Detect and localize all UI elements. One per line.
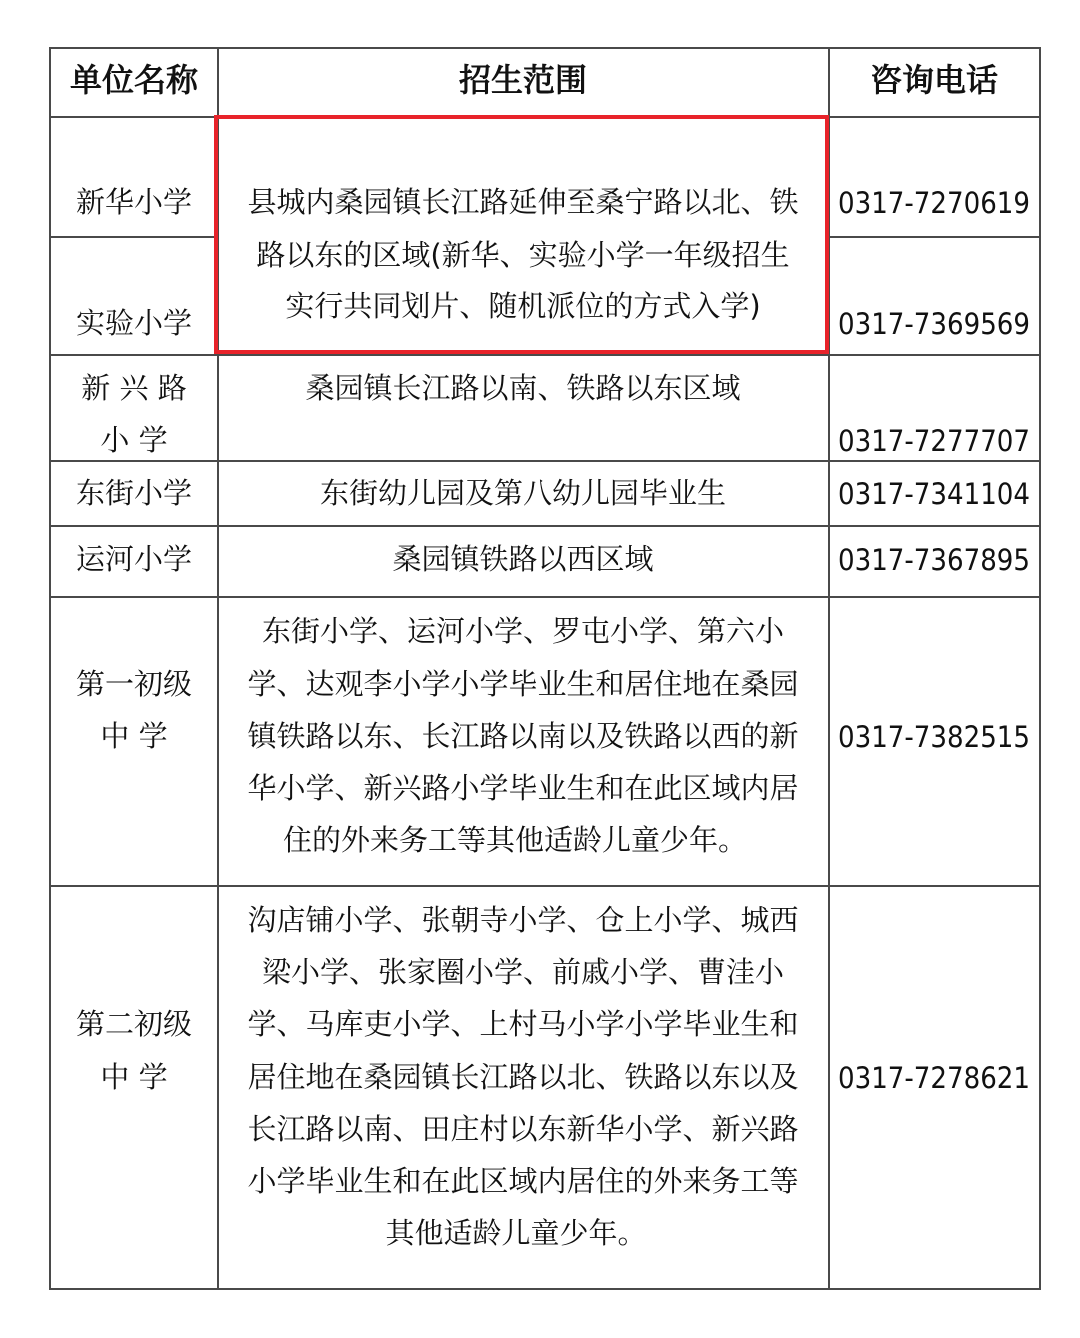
range-text-line: 桑园镇长江路以南、铁路以东区域 [305, 371, 741, 405]
phone-number: 0317-7382515 [838, 720, 1030, 754]
row-divider-3 [49, 460, 1041, 462]
table-border-bottom [49, 1288, 1041, 1290]
unit-name: 第一初级 [75, 667, 193, 701]
phone-number: 0317-7270619 [838, 186, 1030, 220]
range-text-line: 东街小学、运河小学、罗屯小学、第六小 [261, 614, 785, 648]
range-text-line: 居住地在桑园镇长江路以北、铁路以东以及 [247, 1060, 799, 1094]
range-text-line: 长江路以南、田庄村以东新华小学、新兴路 [247, 1112, 799, 1146]
unit-name: 中 学 [100, 1060, 168, 1094]
row-divider-6 [49, 885, 1041, 887]
table-border-top [49, 47, 1041, 49]
phone-number: 0317-7369569 [838, 307, 1030, 341]
unit-name: 第二初级 [75, 1007, 193, 1041]
range-text-line: 东街幼儿园及第八幼儿园毕业生 [319, 476, 727, 510]
header-unit-name: 单位名称 [69, 61, 199, 99]
range-text-line: 梁小学、张家圈小学、前戚小学、曹洼小 [261, 955, 785, 989]
row-divider-2 [49, 354, 1041, 356]
unit-name: 东街小学 [75, 476, 193, 510]
unit-name: 实验小学 [75, 306, 193, 340]
phone-number: 0317-7278621 [838, 1061, 1030, 1095]
range-text-line: 镇铁路以东、长江路以南以及铁路以西的新 [247, 719, 799, 753]
range-text-line: 学、达观李小学小学毕业生和居住地在桑园 [247, 667, 799, 701]
range-text-line: 县城内桑园镇长江路延伸至桑宁路以北、铁 [247, 185, 799, 219]
range-text-line: 小学毕业生和在此区域内居住的外来务工等 [247, 1164, 799, 1198]
phone-number: 0317-7367895 [838, 543, 1030, 577]
phone-number: 0317-7341104 [838, 477, 1030, 511]
phone-number: 0317-7277707 [838, 424, 1030, 458]
highlight-box [214, 115, 829, 354]
range-text-line: 其他适龄儿童少年。 [385, 1216, 647, 1250]
row-divider-5 [49, 596, 1041, 598]
row-divider-4 [49, 525, 1041, 527]
header-enrollment-range: 招生范围 [458, 61, 588, 99]
row-divider-split-name [49, 236, 219, 238]
table-border-left [49, 47, 51, 1290]
unit-name: 新 兴 路 [81, 371, 187, 405]
row-divider-split-phone [828, 236, 1041, 238]
header-phone: 咨询电话 [869, 61, 999, 99]
table-border-right [1039, 47, 1041, 1290]
range-text-line: 路以东的区域(新华、实验小学一年级招生 [256, 238, 790, 272]
range-text-line: 实行共同划片、随机派位的方式入学) [285, 289, 761, 323]
unit-name: 小 学 [100, 423, 168, 457]
range-text-line: 学、马库吏小学、上村马小学小学毕业生和 [247, 1007, 799, 1041]
range-text-line: 住的外来务工等其他适龄儿童少年。 [282, 823, 748, 857]
range-text-line: 沟店铺小学、张朝寺小学、仓上小学、城西 [247, 903, 799, 937]
range-text-line: 华小学、新兴路小学毕业生和在此区域内居 [247, 771, 799, 805]
unit-name: 新华小学 [75, 185, 193, 219]
unit-name: 中 学 [100, 719, 168, 753]
range-text-line: 桑园镇铁路以西区域 [392, 542, 654, 576]
unit-name: 运河小学 [75, 542, 193, 576]
